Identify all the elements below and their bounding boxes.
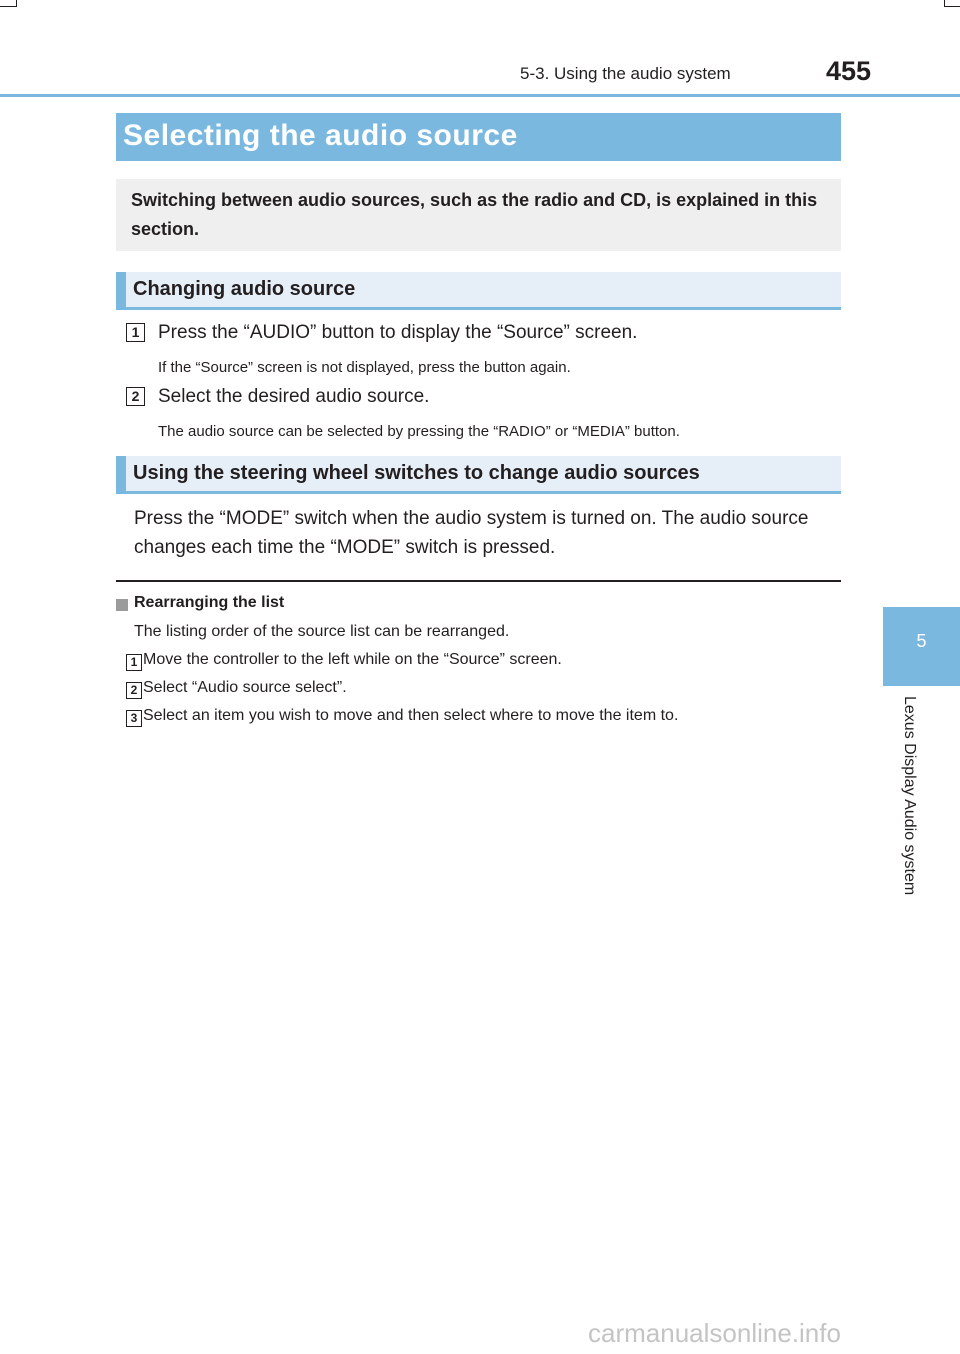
note-bullet-icon (116, 599, 128, 611)
sub-step-number-1: 1 (126, 654, 142, 671)
crop-mark (944, 6, 960, 7)
header-rule (0, 94, 960, 97)
subheading-changing-audio-source (116, 272, 841, 310)
intro-text: Switching between audio sources, such as the radio and CD, is explained in this section. (131, 190, 818, 239)
sub-step-text: Select “Audio source select”. (143, 679, 347, 696)
page-number: 455 (826, 56, 872, 86)
note-text: The listing order of the source list can be rearranged. (134, 623, 510, 640)
crop-mark (0, 6, 16, 7)
watermark: carmanualsonline.info (588, 1318, 841, 1348)
chapter-title: Lexus Display Audio system (901, 696, 918, 896)
step-text: Press the “AUDIO” button to display the “Source” screen. (158, 322, 638, 343)
subheading-label: Changing audio source (133, 278, 356, 300)
step-number-2: 2 (126, 387, 145, 406)
chapter-number: 5 (916, 631, 927, 651)
chapter-tab (883, 607, 960, 686)
steering-paragraph: Press the “MODE” switch when the audio system is turned on. The audio source changes each time the “MODE” switch is pressed. (134, 508, 809, 558)
crop-mark (16, 0, 17, 7)
note-title: Rearranging the list (134, 594, 285, 611)
step-note: If the “Source” screen is not displayed, press the button again. (158, 359, 571, 376)
sub-step-text: Select an item you wish to move and then select where to move the item to. (143, 707, 679, 724)
divider (116, 580, 841, 582)
subheading-steering-wheel-switches (116, 456, 841, 494)
running-header: 5-3. Using the audio system (520, 64, 731, 83)
intro-box (116, 179, 841, 251)
sub-step-number-3: 3 (126, 710, 142, 727)
section-title: Selecting the audio source (123, 119, 518, 152)
step-text: Select the desired audio source. (158, 386, 430, 407)
sub-step-number-2: 2 (126, 682, 142, 699)
section-title-bar (116, 113, 841, 161)
sub-step-text: Move the controller to the left while on the “Source” screen. (143, 651, 562, 668)
step-note: The audio source can be selected by pressing the “RADIO” or “MEDIA” button. (158, 423, 680, 440)
subheading-label: Using the steering wheel switches to change audio sources (133, 462, 700, 484)
step-number-1: 1 (126, 323, 145, 342)
